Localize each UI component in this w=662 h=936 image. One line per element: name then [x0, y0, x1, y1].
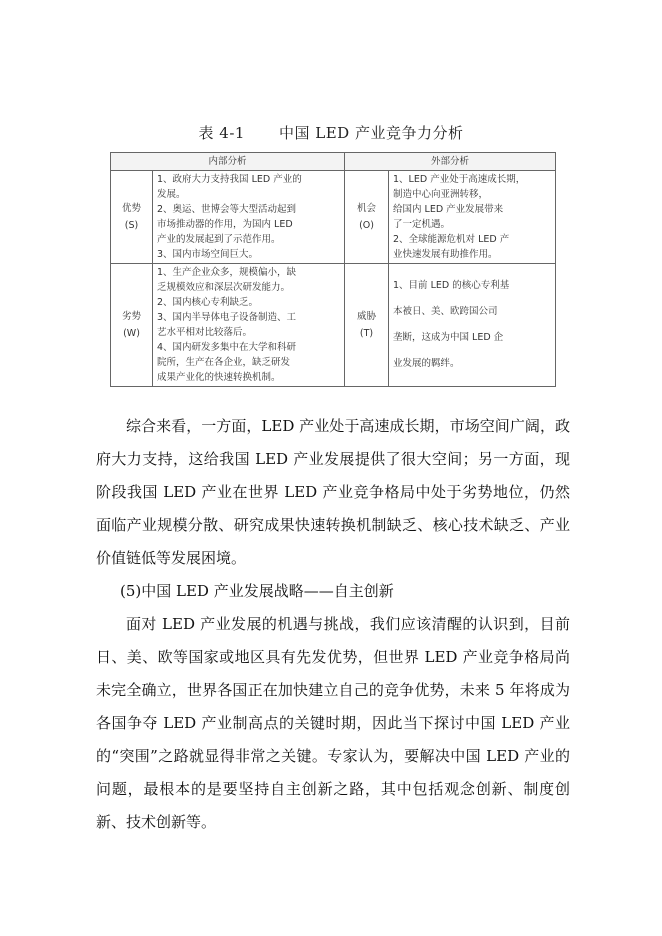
threat-line: 业发展的羁绊。: [393, 358, 460, 369]
swot-table: [110, 152, 556, 387]
strength-line: 3、国内市场空间巨大。: [157, 249, 259, 260]
opportunity-code: (O): [359, 220, 374, 231]
weakness-line: 4、国内研发多集中在大学和科研: [157, 342, 297, 353]
strength-line: 发展。: [157, 189, 186, 200]
opportunity-line: 1、LED 产业处于高速成长期，: [393, 174, 526, 185]
section-heading: (5)中国 LED 产业发展战略——自主创新: [120, 582, 394, 600]
opportunity-line: 制造中心向亚洲转移，: [393, 189, 489, 200]
opportunity-label-cell: [345, 171, 389, 264]
table-row-weakness-threat: [111, 264, 556, 387]
paragraph-summary: 综合来看，一方面，LED 产业处于高速成长期，市场空间广阔，政府大力支持，这给我国 LED 产业发展提供了很大空间；另一方面，现阶段我国 LED 产业在世界 LED 产业竞争格局中处于劣势地位，仍然面临产业规模分散、研究成果快速转换机制缺乏、核心技术缺乏、产业价值链低等发展困境。: [96, 417, 570, 567]
strength-line: 产业的发展起到了示范作用。: [157, 234, 281, 245]
weakness-line: 2、国内核心专利缺乏。: [157, 297, 259, 308]
threat-line: 本被日、美、欧跨国公司: [393, 306, 498, 317]
strength-cell: [153, 171, 345, 264]
table-caption: [0, 122, 662, 143]
opportunity-line: 给国内 LED 产业发展带来: [393, 204, 504, 215]
table-title: 中国 LED 产业竞争力分析: [278, 124, 464, 142]
weakness-line: 1、生产企业众多，规模偏小，缺: [157, 267, 297, 278]
external-analysis-header: 外部分析: [345, 153, 556, 171]
weakness-cell: [153, 264, 345, 387]
opportunity-label: 机会: [357, 203, 377, 214]
weakness-line: 艺水平相对比较落后。: [157, 327, 253, 338]
paragraph-strategy: 面对 LED 产业发展的机遇与挑战，我们应该清醒的认识到，目前日、美、欧等国家或地区具有先发优势，但世界 LED 产业竞争格局尚未完全确立，世界各国正在加快建立自己的竞争优势，未来 5 年将成为各国争夺 LED 产业制高点的关键时期，因此当下探讨中国 LED 产业的“突围”之路就显得非常之关键。专家认为，要解决中国 LED 产业的问题，最根本的是要坚持自主创新之路，其中包括观念创新、制度创新、技术创新等。: [96, 615, 570, 831]
strength-label: 优势: [121, 203, 141, 214]
opportunity-line: 了一定机遇。: [393, 219, 451, 230]
body-text: [96, 410, 570, 839]
strength-line: 1、政府大力支持我国 LED 产业的: [157, 174, 302, 185]
internal-analysis-header: 内部分析: [111, 153, 345, 171]
weakness-label-cell: [111, 264, 153, 387]
table-row-strength-opportunity: [111, 171, 556, 264]
strength-line: 市场推动器的作用，为国内 LED: [157, 219, 293, 230]
weakness-line: 院所，生产在各企业，缺乏研发: [157, 357, 291, 368]
weakness-line: 成果产业化的快速转换机制。: [157, 372, 281, 383]
opportunity-cell: [389, 171, 556, 264]
weakness-line: 乏规模效应和深层次研发能力。: [157, 282, 291, 293]
threat-code: (T): [359, 328, 374, 339]
threat-label: 威胁: [357, 311, 377, 322]
weakness-code: (W): [123, 328, 140, 339]
opportunity-line: 2、全球能源危机对 LED 产: [393, 234, 510, 245]
strength-label-cell: [111, 171, 153, 264]
threat-cell: [389, 264, 556, 387]
opportunity-line: 业快速发展有助推作用。: [393, 249, 498, 260]
table-number: 表 4-1: [198, 124, 245, 142]
threat-line: 1、目前 LED 的核心专利基: [393, 280, 510, 291]
strength-line: 2、奥运、世博会等大型活动起到: [157, 204, 297, 215]
weakness-label: 劣势: [121, 311, 141, 322]
weakness-line: 3、国内半导体电子设备制造、工: [157, 312, 297, 323]
threat-label-cell: [345, 264, 389, 387]
table-header-row: [111, 153, 556, 171]
threat-line: 垄断，这成为中国 LED 企: [393, 332, 504, 343]
strength-code: (S): [124, 220, 139, 231]
